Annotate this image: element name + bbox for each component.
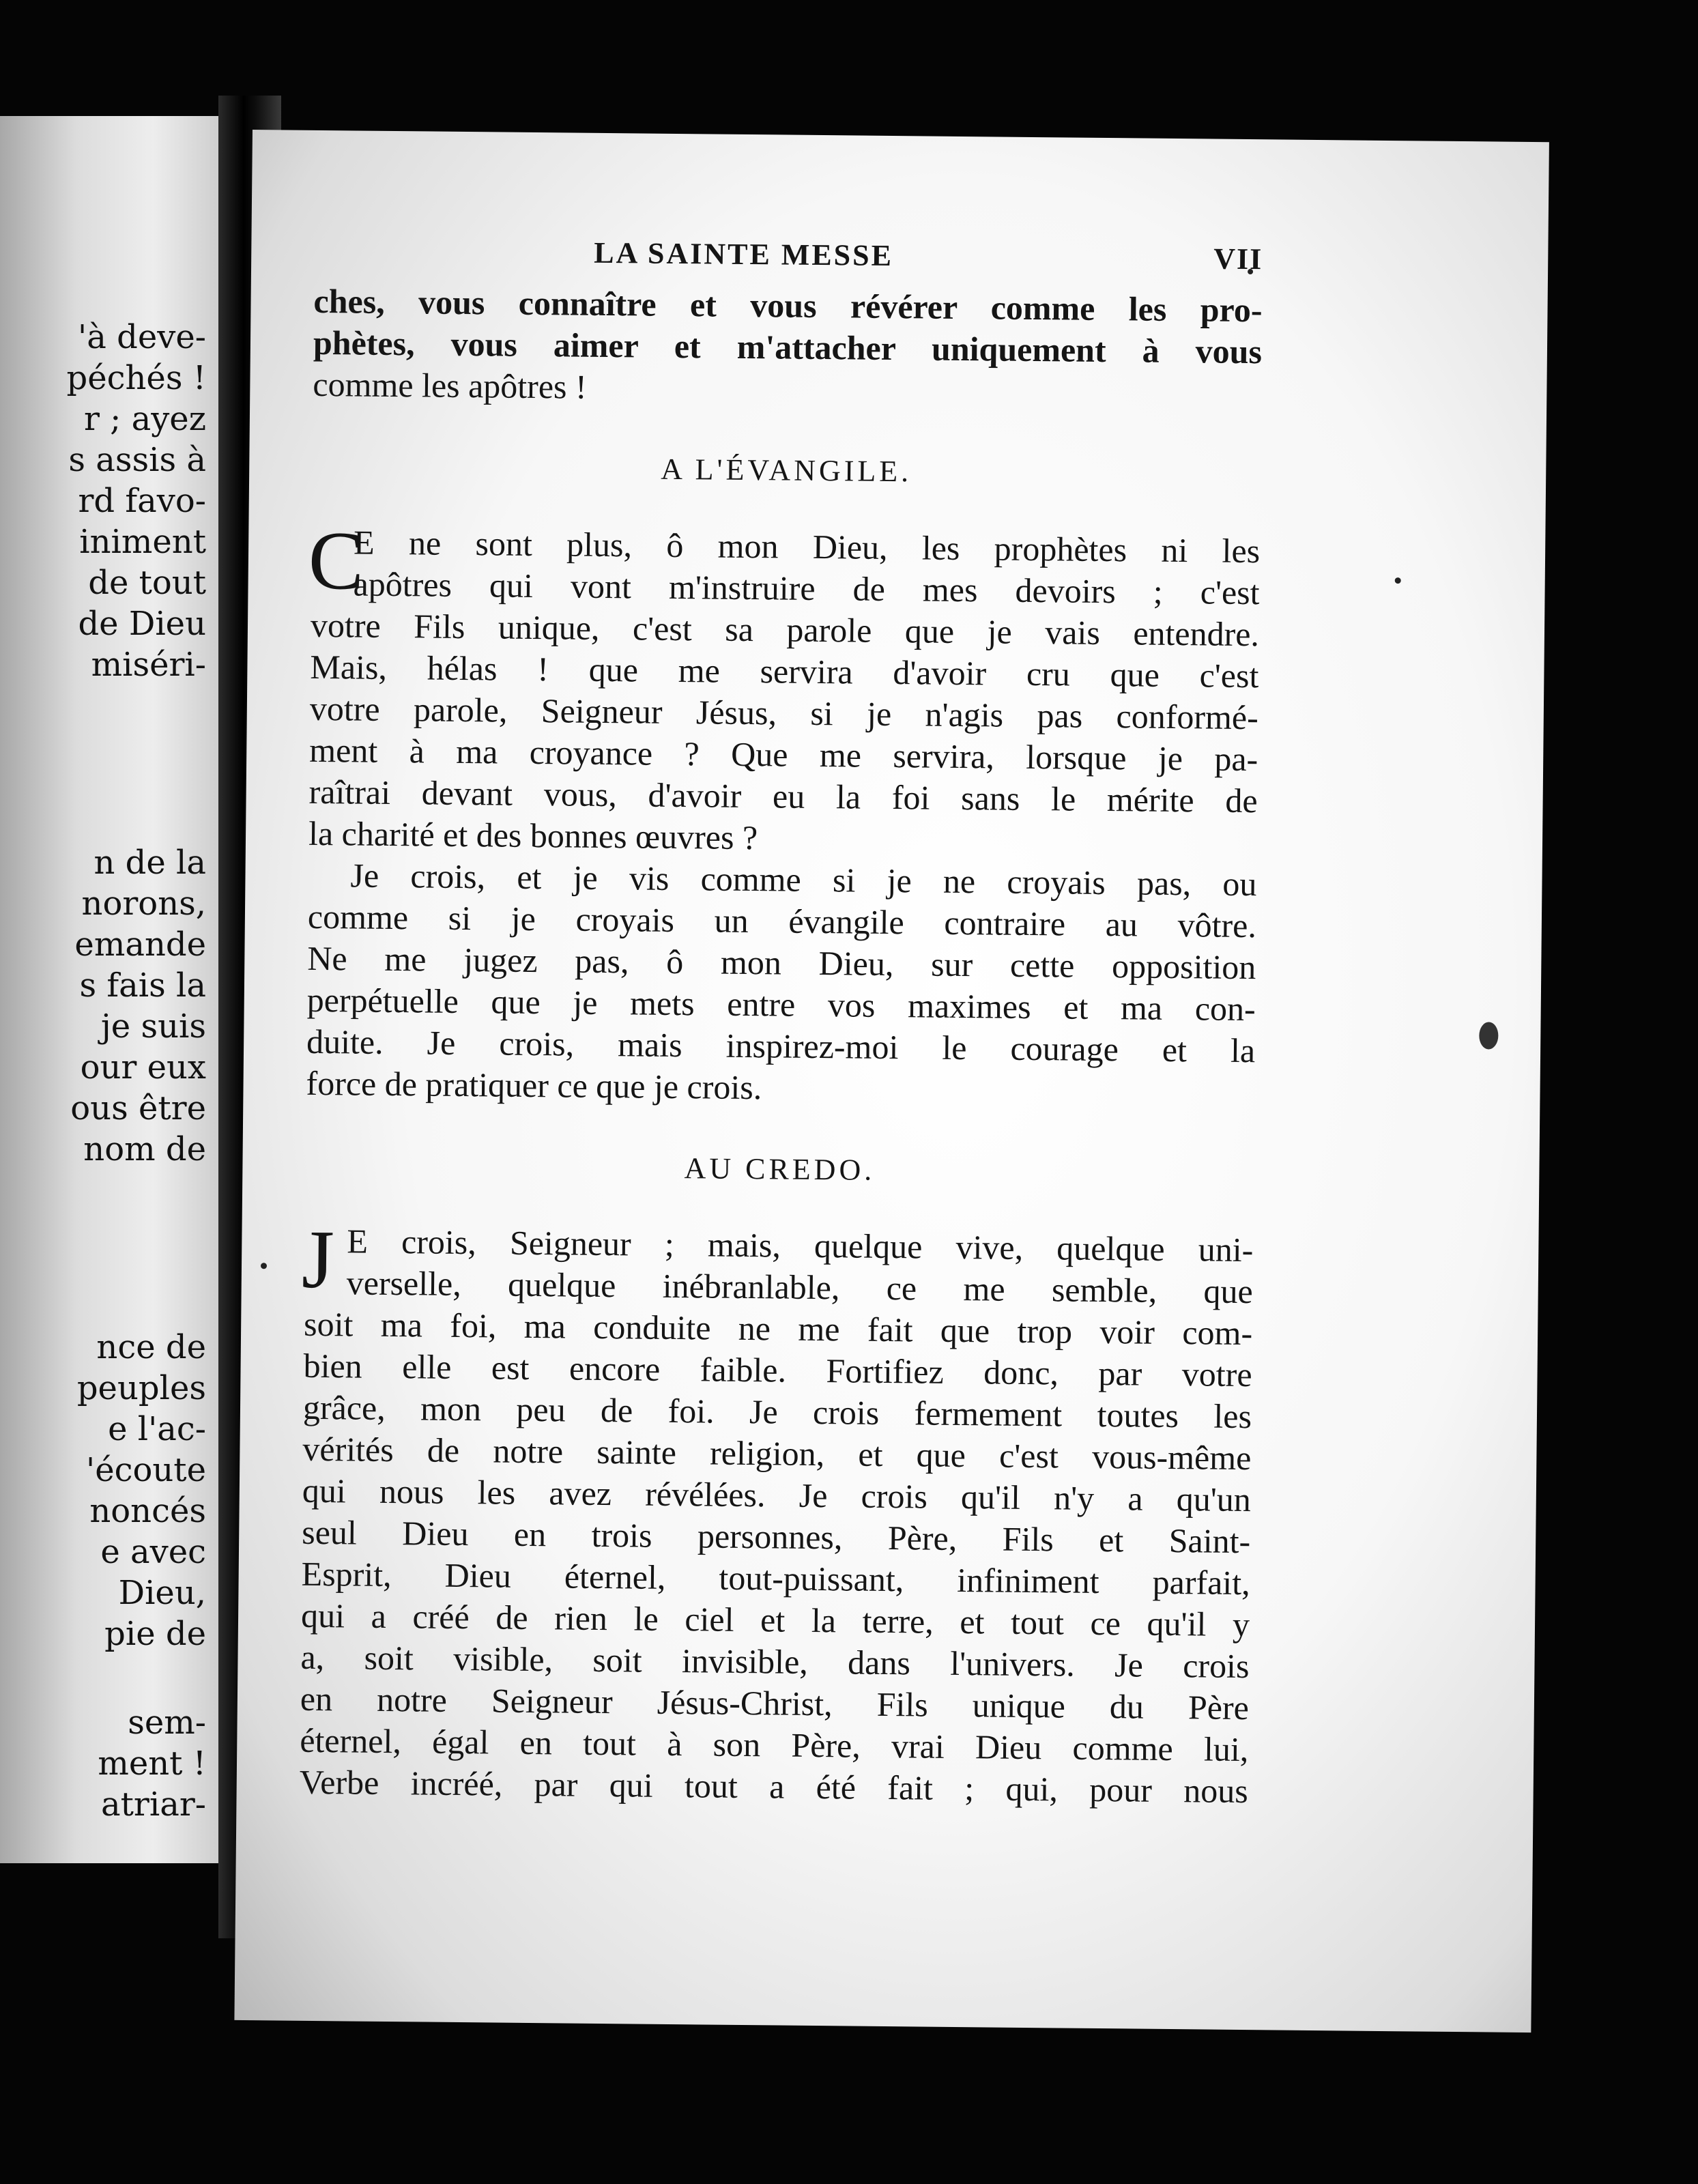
left-page-line: s assis à xyxy=(68,441,206,479)
page-text xyxy=(299,233,1263,1812)
left-page-line: rd favo- xyxy=(78,482,206,520)
text-line: éternel, égal en tout à son Père, vrai Dieu comme lui, xyxy=(300,1721,1249,1769)
left-page-line: iniment xyxy=(79,523,206,561)
text-line: Mais, hélas ! que me servira d'avoir cru que c'est xyxy=(310,647,1259,695)
text-line: duite. Je crois, mais inspirez-moi le courage et la xyxy=(306,1022,1256,1070)
left-page-line: nom de xyxy=(83,1130,206,1168)
text-line: qui a créé de rien le ciel et la terre, et tout ce qu'il y xyxy=(300,1596,1250,1644)
left-page-line: Dieu, xyxy=(118,1574,206,1612)
left-page-line: péchés ! xyxy=(66,359,206,397)
book-page xyxy=(234,130,1549,2032)
text-line: en notre Seigneur Jésus-Christ, Fils unique du Père xyxy=(300,1679,1250,1727)
text-line: raîtrai devant vous, d'avoir eu la foi sans le mérite de xyxy=(308,772,1258,820)
left-page-line: sem- xyxy=(128,1704,206,1742)
text-line: la charité et des bonnes œuvres ? xyxy=(308,814,758,857)
text-line: vérités de notre sainte religion, et que c'est vous-même xyxy=(302,1429,1252,1478)
left-page-line: ment ! xyxy=(98,1744,206,1783)
left-page-line: peuples xyxy=(76,1369,206,1407)
text-line: E crois, Seigneur ; mais, quelque vive, quelque uni- xyxy=(347,1222,1254,1269)
section-body xyxy=(306,514,1261,1113)
text-line: phètes, vous aimer et m'attacher uniquement à vous xyxy=(313,323,1263,371)
text-line: Ne me jugez pas, ô mon Dieu, sur cette opposition xyxy=(307,938,1256,987)
text-line: bien elle est encore faible. Fortifiez donc, par votre xyxy=(303,1346,1252,1394)
left-page-line: e l'ac- xyxy=(108,1410,206,1448)
previous-page xyxy=(0,116,218,1863)
left-page-line: pie de xyxy=(104,1615,206,1653)
text-line: ment à ma croyance ? Que me servira, lorsque je pa- xyxy=(309,730,1258,779)
page-number: VII xyxy=(1213,242,1263,276)
print-smudge xyxy=(1479,1022,1498,1049)
left-page-line: norons, xyxy=(81,885,206,923)
text-line: verselle, quelque inébranlable, ce me semble, que xyxy=(346,1263,1253,1311)
left-page-line: noncés xyxy=(89,1492,206,1530)
text-line: force de pratiquer ce que je crois. xyxy=(306,1063,762,1107)
text-line: a, soit visible, soit invisible, dans l'univers. Je crois xyxy=(300,1637,1250,1686)
text-line: votre parole, Seigneur Jésus, si je n'agis pas conformé- xyxy=(309,689,1259,737)
left-page-line: je suis xyxy=(100,1007,206,1046)
text-line: soit ma foi, ma conduite ne me fait que trop voir com- xyxy=(303,1304,1253,1353)
left-page-line: atriar- xyxy=(101,1785,206,1824)
left-page-line: s fais la xyxy=(79,966,206,1005)
text-line: comme si je croyais un évangile contraire au vôtre. xyxy=(307,897,1257,945)
text-line: Esprit, Dieu éternel, tout-puissant, infiniment parfait, xyxy=(301,1554,1250,1603)
text-line: Verbe incréé, par qui tout a été fait ; qui, pour nous xyxy=(299,1762,1248,1811)
text-line: Je crois, et je vis comme si je ne croyais pas, ou xyxy=(350,856,1257,904)
running-title: LA SAINTE MESSE xyxy=(594,235,894,273)
left-page-line: de Dieu xyxy=(78,605,206,643)
section-body xyxy=(299,1213,1254,1812)
text-line: E ne sont plus, ô mon Dieu, les prophètes ni les xyxy=(353,523,1261,571)
left-page-line: e avec xyxy=(100,1533,206,1571)
left-page-line: our eux xyxy=(80,1048,206,1087)
section-heading: A L'ÉVANGILE. xyxy=(661,452,912,489)
left-page-line: miséri- xyxy=(91,646,206,684)
left-page-line: emande xyxy=(74,925,206,964)
left-page-line: de tout xyxy=(88,564,206,602)
text-line: apôtres qui vont m'instruire de mes devoirs ; c'est xyxy=(353,564,1260,612)
left-page-line: 'écoute xyxy=(86,1451,206,1489)
text-line: seul Dieu en trois personnes, Père, Fils et Saint- xyxy=(302,1512,1251,1561)
print-speck xyxy=(261,1263,267,1269)
text-line: grâce, mon peu de foi. Je crois fermement toutes les xyxy=(302,1388,1252,1436)
text-line: ches, vous connaître et vous révérer comme les pro- xyxy=(313,281,1263,330)
left-page-line: ous être xyxy=(70,1089,206,1127)
text-line: votre Fils unique, c'est sa parole que je vais entendre. xyxy=(310,605,1260,654)
text-line: qui nous les avez révélées. Je crois qu'il n'y a qu'un xyxy=(302,1471,1252,1519)
drop-cap: C xyxy=(308,514,364,607)
left-page-line: n de la xyxy=(93,844,206,882)
print-speck xyxy=(1395,577,1401,584)
text-line: comme les apôtres ! xyxy=(313,364,587,406)
text-line: perpétuelle que je mets entre vos maximes et ma con- xyxy=(306,980,1256,1029)
left-page-line: 'à deve- xyxy=(78,318,206,356)
running-header xyxy=(314,233,1263,289)
left-page-line: nce de xyxy=(96,1328,206,1366)
section-heading: AU CREDO. xyxy=(684,1151,876,1187)
left-page-line: r ; ayez xyxy=(83,400,206,438)
drop-cap: J xyxy=(301,1213,335,1306)
